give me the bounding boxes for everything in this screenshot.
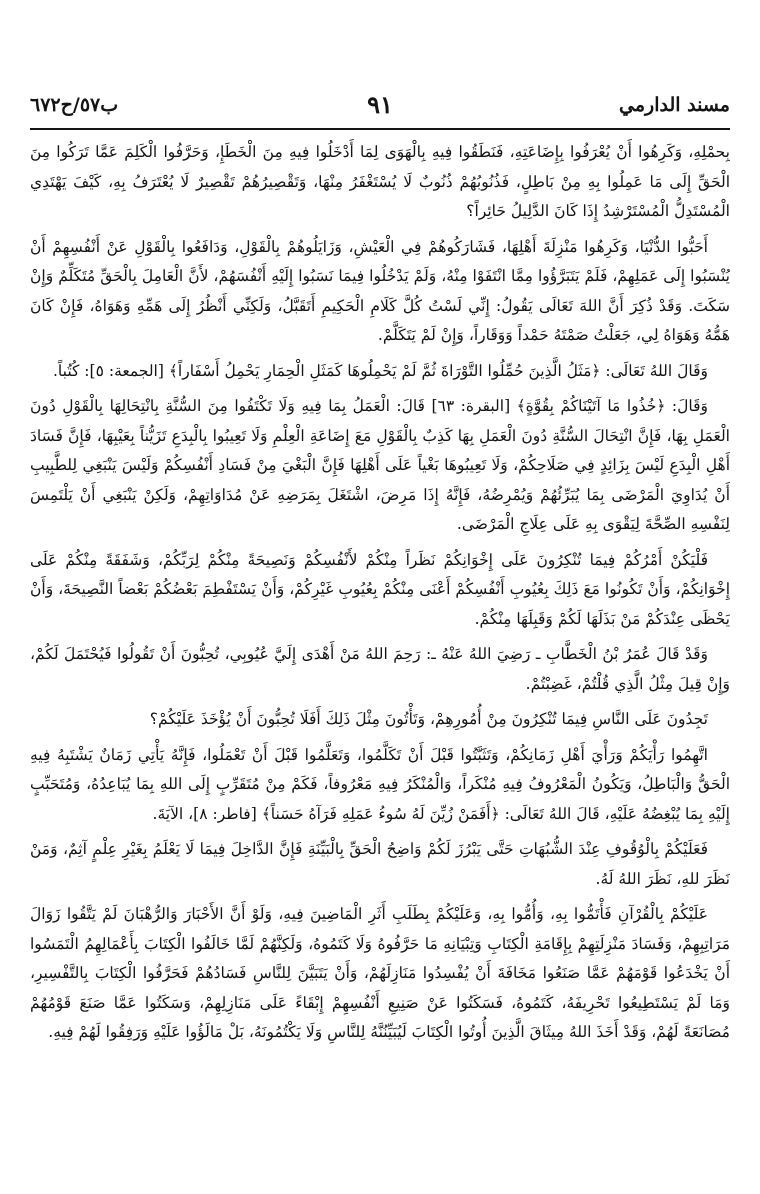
paragraph: أَحَبُّوا الدُّنْيَا، وَكَرِهُوا مَنْزِلَةَ أَهْلِهَا، فَشَارَكُوهُمْ فِي الْعَيْشِ، وَزَايَلُوهُمْ بِالْقَوْلِ، وَدَافَعُوا بِالْقَوْلِ عَنْ أَنْفُسِهِمْ أَنْ يُنْسَبُوا إِلَى عَمَلِهِمْ، فَلَمْ يَتَبَرَّؤُوا مِمَّا انْتَفَوْا مِنْهُ، وَلَمْ يَدْخُلُوا فِيمَا نَسَبُوا إِلَيْهِ أَنْفُسَهُمْ، لأَنَّ الْعَامِلَ بِالْحَقِّ مُتَكَلِّمٌ وَإِنْ سَكَتَ. وَقَدْ ذُكِرَ أَنَّ اللهَ تَعَالَى يَقُولُ: إِنِّي لَسْتُ كُلَّ كَلَامِ الْحَكِيمِ أَتَقَبَّلُ، وَلَكِنِّي أَنْظُرُ إِلَى هَمِّهِ وَهَوَاهُ، فَإِنْ كَانَ هَمُّهُ وَهَوَاهُ لِي، جَعَلْتُ صَمْتَهُ حَمْداً وَوَقَاراً، وَإِنْ لَمْ يَتَكَلَّمْ.: [30, 237, 730, 344]
paragraph: اتَّهِمُوا رَأْيَكُمْ وَرَأْيَ أَهْلِ زَمَانِكُمْ، وَتَثَبَّتُوا قَبْلَ أَنْ تَكَلَّمُوا، وَتَعَلَّمُوا قَبْلَ أَنْ تَعْمَلُوا، فَإِنَّهُ يَأْتِي زَمَانٌ يَشْتَبِهُ فِيهِ الْحَقُّ وَالْبَاطِلُ، وَيَكُونُ الْمَعْرُوفُ فِيهِ مُنْكَراً، وَالْمُنْكَرُ فِيهِ مَعْرُوفاً، فَكَمْ مِنْ مُتَقَرِّبٍ إِلَى اللهِ بِمَا يُبَاعِدُهُ، وَمُتَحَبِّبٍ إِلَيْهِ بِمَا يُبْغِضُهُ عَلَيْهِ، قَالَ اللهُ تَعَالَى: ﴿أَفَمَنْ زُيِّنَ لَهُ سُوءُ عَمَلِهِ فَرَآهُ حَسَناً﴾ [فاطر: ٨]، الآيَةَ.: [30, 745, 730, 823]
page-header: [30, 88, 730, 126]
paragraph: بِحمْلِهِ، وَكَرِهُوا أَنْ يُعْرَفُوا بِإِضَاعَتِهِ، فَنَطَقُوا فِيهِ بِالْهَوَى لِمَا أَدْخَلُوا فِيهِ مِنَ الْخَطَإِ، وَحَرَّفُوا الْكَلِمَ عَمَّا تَرَكُوا مِنَ الْحَقِّ إِلَى مَا عَمِلُوا بِهِ مِنْ بَاطِلٍ، فَذُنُوبُهُمْ ذُنُوبٌ لَا يُسْتَغْفَرُ مِنْهَا، وَتَقْصِيرُهُمْ تَقْصِيرٌ لَا يُعْتَرَفُ بِهِ، كَيْفَ يَهْتَدِي الْمُسْتَدِلُّ الْمُسْتَرْشِدُ إِذَا كَانَ الدَّلِيلُ حَائِراً؟: [30, 143, 730, 220]
paragraph: تَجِدُونَ عَلَى النَّاسِ فِيمَا تُنْكِرُونَ مِنْ أُمُورِهِمْ، وَتَأْتُونَ مِثْلَ ذَلِكَ أَفَلَا تُحِبُّونَ أَنْ يُؤْخَذَ عَلَيْكُمْ؟: [149, 710, 708, 728]
paragraph: عَلَيْكُمْ بِالْقُرْآنِ فَأْتَمُّوا بِهِ، وَأُمُّوا بِهِ، وَعَلَيْكُمْ بِطَلَبِ أَثَرِ الْمَاضِينَ فِيهِ، وَلَوْ أَنَّ الأَحْبَارَ وَالرُّهْبَانَ لَمْ يَتَّقُوا زَوَالَ مَرَاتِبِهِمْ، وَفَسَادَ مَنْزِلَتِهِمْ بِإِقَامَةِ الْكِتَابِ وَتِبْيَانِهِ مَا حَرَّفُوهُ وَلَا كَتَمُوهُ، وَلَكِنَّهُمْ لَمَّا خَالَفُوا الْكِتَابَ بِأَعْمَالِهِمُ الْتَمَسُوا أَنْ يَخْدَعُوا قَوْمَهُمْ عَمَّا صَنَعُوا مَخَافَةَ أَنْ يُفْسِدُوا مَنَازِلَهُمْ، وَأَنْ يَتَبَيَّنَ لِلنَّاسِ فَسَادُهُمْ فَحَرَّفُوا الْكِتَابَ بِالتَّفْسِيرِ، وَمَا لَمْ يَسْتَطِيعُوا تَحْرِيفَهُ، كَتَمُوهُ، فَسَكَتُوا عَنْ صَنِيعِ أَنْفُسِهِمْ إِبْقَاءً عَلَى مَنَازِلِهِمْ، وَسَكَتُوا عَمَّا صَنَعَ قَوْمُهُمْ مُصَانَعَةً لَهُمْ، وَقَدْ أَخَذَ اللهُ مِيثَاقَ الَّذِينَ أُوتُوا الْكِتَابَ لَيُبَيِّنُنَّهُ لِلنَّاسِ وَلَا يَكْتُمُونَهُ، بَلْ مَالَؤُوا عَلَيْهِ وَرَفِقُوا لَهُمْ فِيهِ.: [30, 905, 730, 1041]
paragraph: وَقَالَ: ﴿خُذُوا مَا آتَيْنَاكُمْ بِقُوَّةٍ﴾ [البقرة: ٦٣] قَالَ: الْعَمَلُ بِمَا فِيهِ وَلَا تَكْتَفُوا مِنَ السُّنَّةِ بِانْتِحَالِهَا بِالْقَوْلِ دُونَ الْعَمَلِ بِهَا، فَإِنَّ انْتِحَالَ السُّنَّةِ دُونَ الْعَمَلِ بِهَا كَذِبٌ بِالْقَوْلِ مَعَ إِضَاعَةِ الْعِلْمِ وَلَا تَعِيبُوا بِالْبِدَعِ تَزَيُّناً بِعَيْبِهَا، فَإِنَّ فَسَادَ أَهْلِ الْبِدَعِ لَيْسَ بِزَائِدٍ فِي صَلَاحِكُمْ، وَلَا تَعِيبُوهَا بَغْياً عَلَى أَهْلِهَا فَإِنَّ الْبَغْيَ مِنْ فَسَادِ أَنْفُسِكُمْ وَلَيْسَ يَنْبَغِي لِلطَّبِيبِ أَنْ يُدَاوِيَ الْمَرْضَى بِمَا يُبَرِّئُهُمْ وَيُمْرِضُهُ، فَإِنَّهُ إِذَا مَرِضَ، اشْتَغَلَ بِمَرَضِهِ عَنْ مُدَاوَاتِهِمْ، وَلَكِنْ يَنْبَغِي أَنْ يَلْتَمِسَ لِنَفْسِهِ الصِّحَّةَ لِيَقْوَى بِهِ عَلَى عِلَاجِ الْمَرْضَى.: [30, 397, 730, 533]
hadith-reference: ب٥٧/ح٦٧٢: [30, 94, 119, 116]
header-divider: [30, 128, 730, 130]
paragraph: وَقَالَ اللهُ تَعَالَى: ﴿مَثَلُ الَّذِينَ حُمِّلُوا التَّوْرَاةَ ثُمَّ لَمْ يَحْمِلُوهَا كَمَثَلِ الْحِمَارِ يَحْمِلُ أَسْفَاراً﴾ [الجمعة: ٥]: كُتُباً.: [53, 361, 708, 380]
paragraph: فَلْيَكُنْ أَمْرُكُمْ فِيمَا تُنْكِرُونَ عَلَى إِخْوَانِكُمْ نَظَراً مِنْكُمْ لأَنْفُسِكُمْ وَنَصِيحَةً مِنْكُمْ لِرَبِّكُمْ، وَشَفَقَةً مِنْكُمْ عَلَى إِخْوَانِكُمْ، وَأَنْ تَكُونُوا مَعَ ذَلِكَ بِعُيُوبِ أَنْفُسِكُمْ أَعْنَى مِنْكُمْ بِعُيُوبِ غَيْرِكُمْ، وَأَنْ يَسْتَفْطِمَ بَعْضُكُمْ بَعْضاً النَّصِيحَةَ، وَأَنْ يَحْظَى عِنْدَكُمْ مَنْ بَذَلَهَا لَكُمْ وَقَبِلَهَا مِنْكُمْ.: [30, 550, 730, 628]
paragraph: فَعَلَيْكُمْ بِالْوُقُوفِ عِنْدَ الشُّبُهَاتِ حَتَّى يَبْرُزَ لَكُمْ وَاضِحُ الْحَقِّ بِالْبَيِّنَةِ فَإِنَّ الدَّاخِلَ فِيمَا لَا يَعْلَمُ بِغَيْرِ عِلْمٍ آثِمٌ، وَمَنْ نَظَرَ للهِ، نَظَرَ اللهُ لَهُ.: [30, 840, 730, 888]
paragraph: وَقَدْ قَالَ عُمَرُ بْنُ الْخَطَّابِ ـ رَضِيَ اللهُ عَنْهُ ـ: رَحِمَ اللهُ مَنْ أَهْدَى إِلَيَّ عُيُوبِي، تُحِبُّونَ أَنْ تَقُولُوا فَيُحْتَمَلَ لَكُمْ، وَإِنْ قِيلَ مِثْلُ الَّذِي قُلْتُمْ، غَضِبْتُمْ.: [30, 645, 730, 693]
page-body: [30, 138, 730, 1178]
page-number: ٩١: [367, 90, 393, 119]
book-title: مسند الدارمي: [619, 94, 730, 116]
